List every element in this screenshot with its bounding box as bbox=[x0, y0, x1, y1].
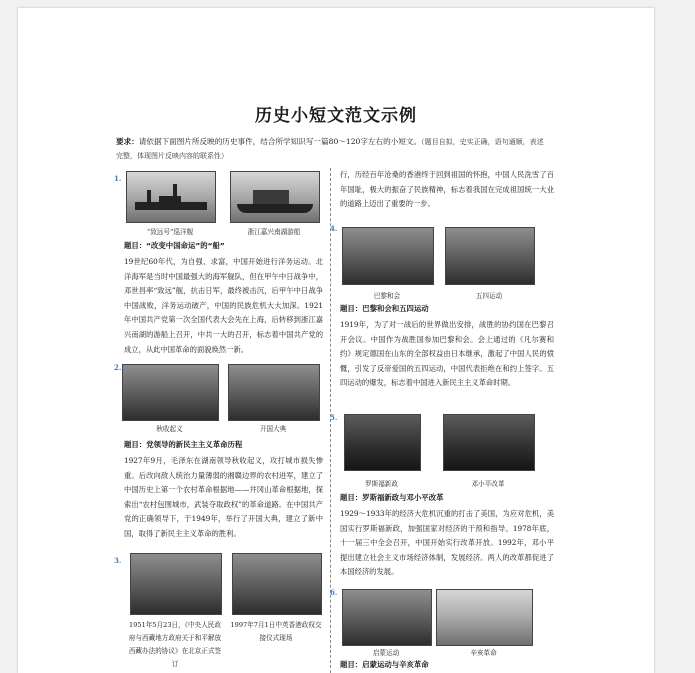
photo-may-fourth bbox=[445, 227, 535, 285]
photo-enlightenment bbox=[342, 589, 432, 646]
photo-autumn-harvest-uprising bbox=[122, 364, 219, 421]
photo-roosevelt-new-deal bbox=[344, 414, 421, 471]
photo-nanhu-boat bbox=[230, 171, 320, 223]
photo-hongkong-handover bbox=[232, 553, 322, 615]
requirement bbox=[116, 135, 550, 163]
section-2-body: 1927年9月，毛泽东在湖南领导秋收起义，攻打城市损失惨重。后改向敌人统治力量薄弱的湘赣边界的农村进军，建立了中国历史上第一个农村革命根据地——井冈山革命根据地，探索出“农村包围城市，武装夺取政权”的革命道路。在中国共产党的正确领导下，于1949年，举行了开国大典，建立了新中国，取得了新民主主义革命的胜利。 bbox=[124, 456, 323, 538]
section-number-4: 4. bbox=[330, 224, 338, 233]
caption-tibet: 1951年5月23日，《中央人民政府与西藏地方政府关于和平解放西藏办法的协议》在北京正式签订 bbox=[128, 621, 222, 668]
photo-founding-ceremony bbox=[228, 364, 320, 421]
photo-zhiyuan-cruiser bbox=[126, 171, 216, 223]
section-6-heading: 题目：启蒙运动与辛亥革命 bbox=[340, 660, 429, 669]
caption-founding: 开国大典 bbox=[259, 425, 287, 433]
page-title: 历史小短文范文示例 bbox=[255, 106, 417, 126]
requirement-text: 请依据下面图片所反映的历史事件，结合所学知识写一篇80～120字左右的小短文。 bbox=[138, 137, 422, 146]
section-1-body: 19世纪60年代，为自强、求富，中国开始进行洋务运动。北洋海军是当时中国最强大的海军舰队，但在甲午中日战争中，邓世昌率“致远”舰，抗击日军，最终被击沉，后甲午中日战争中国战败，洋务运动破产，中国的民族危机大大加深。1921年中国共产党第一次全国代表大会先在上海，后转移到浙江嘉兴南湖的游船上召开，中共一大的召开，标志着中国共产党的成立，从此中国革命的面貌焕然一新。 bbox=[124, 257, 323, 354]
requirement-label: 要求： bbox=[116, 137, 139, 146]
photo-xinhai-revolution bbox=[436, 589, 533, 646]
section-2-heading: 题目：党领导的新民主主义革命历程 bbox=[124, 440, 243, 449]
caption-may-fourth: 五四运动 bbox=[475, 292, 503, 300]
section-3-body-continued: 行，历经百年沧桑的香港终于回到祖国的怀抱，中国人民洗雪了百年国耻，极大的振奋了民族精神，标志着我国在完成祖国统一大业的道路上迈出了重要的一步。 bbox=[340, 170, 554, 209]
photo-paris-conference bbox=[342, 227, 434, 285]
section-5-body: 1929～1933年的经济大危机沉重的打击了美国，为应对危机，美国实行罗斯福新政，加强国家对经济的干预和指导。1978年底，十一届三中全会召开，中国开始实行改革开放。1992年，邓小平提出建立社会主义市场经济体制，发展经济。两人的改革都促进了本国经济的发展。 bbox=[340, 509, 554, 577]
document-page bbox=[18, 8, 654, 673]
section-1-heading: 题目：“改变中国命运”的“船” bbox=[124, 241, 225, 250]
caption-roosevelt: 罗斯福新政 bbox=[365, 480, 398, 488]
section-number-2: 2. bbox=[114, 363, 122, 372]
photo-tibet-agreement bbox=[130, 553, 222, 615]
requirement-note: （题目自拟，史实正确，语句通顺，表述完整，体现图片反映内容的联系性） bbox=[116, 138, 544, 160]
section-number-3: 3. bbox=[114, 556, 122, 565]
photo-deng-reform bbox=[443, 414, 535, 471]
section-number-6: 6. bbox=[330, 588, 338, 597]
caption-xinhai: 辛亥革命 bbox=[470, 649, 497, 657]
section-4-heading: 题目：巴黎和会和五四运动 bbox=[340, 304, 429, 313]
section-4-body: 1919年，为了对一战后的世界做出安排，战胜的协约国在巴黎召开会议。中国作为战胜国参加巴黎和会。会上通过的《凡尔赛和约》规定德国在山东的全部权益由日本继承，激起了中国人民的愤慨，引发了反帝爱国的五四运动，中国代表拒绝在和约上签字。五四运动的爆发，标志着中国进入新民主主义革命时期。 bbox=[340, 320, 554, 388]
caption-deng: 邓小平改革 bbox=[471, 480, 505, 488]
caption-enlightenment: 启蒙运动 bbox=[372, 649, 400, 657]
caption-nanhu: 浙江嘉兴南湖游船 bbox=[247, 228, 301, 236]
section-number-5: 5. bbox=[330, 413, 338, 422]
caption-hongkong: 1997年7月1日中英香港政权交接仪式现场 bbox=[230, 621, 322, 642]
caption-paris: 巴黎和会 bbox=[373, 292, 401, 300]
section-5-heading: 题目：罗斯福新政与邓小平改革 bbox=[340, 493, 444, 502]
section-number-1: 1. bbox=[114, 174, 122, 183]
caption-autumn-harvest: 秋收起义 bbox=[156, 425, 183, 433]
caption-zhiyuan: “致远号”巡洋舰 bbox=[146, 228, 194, 236]
